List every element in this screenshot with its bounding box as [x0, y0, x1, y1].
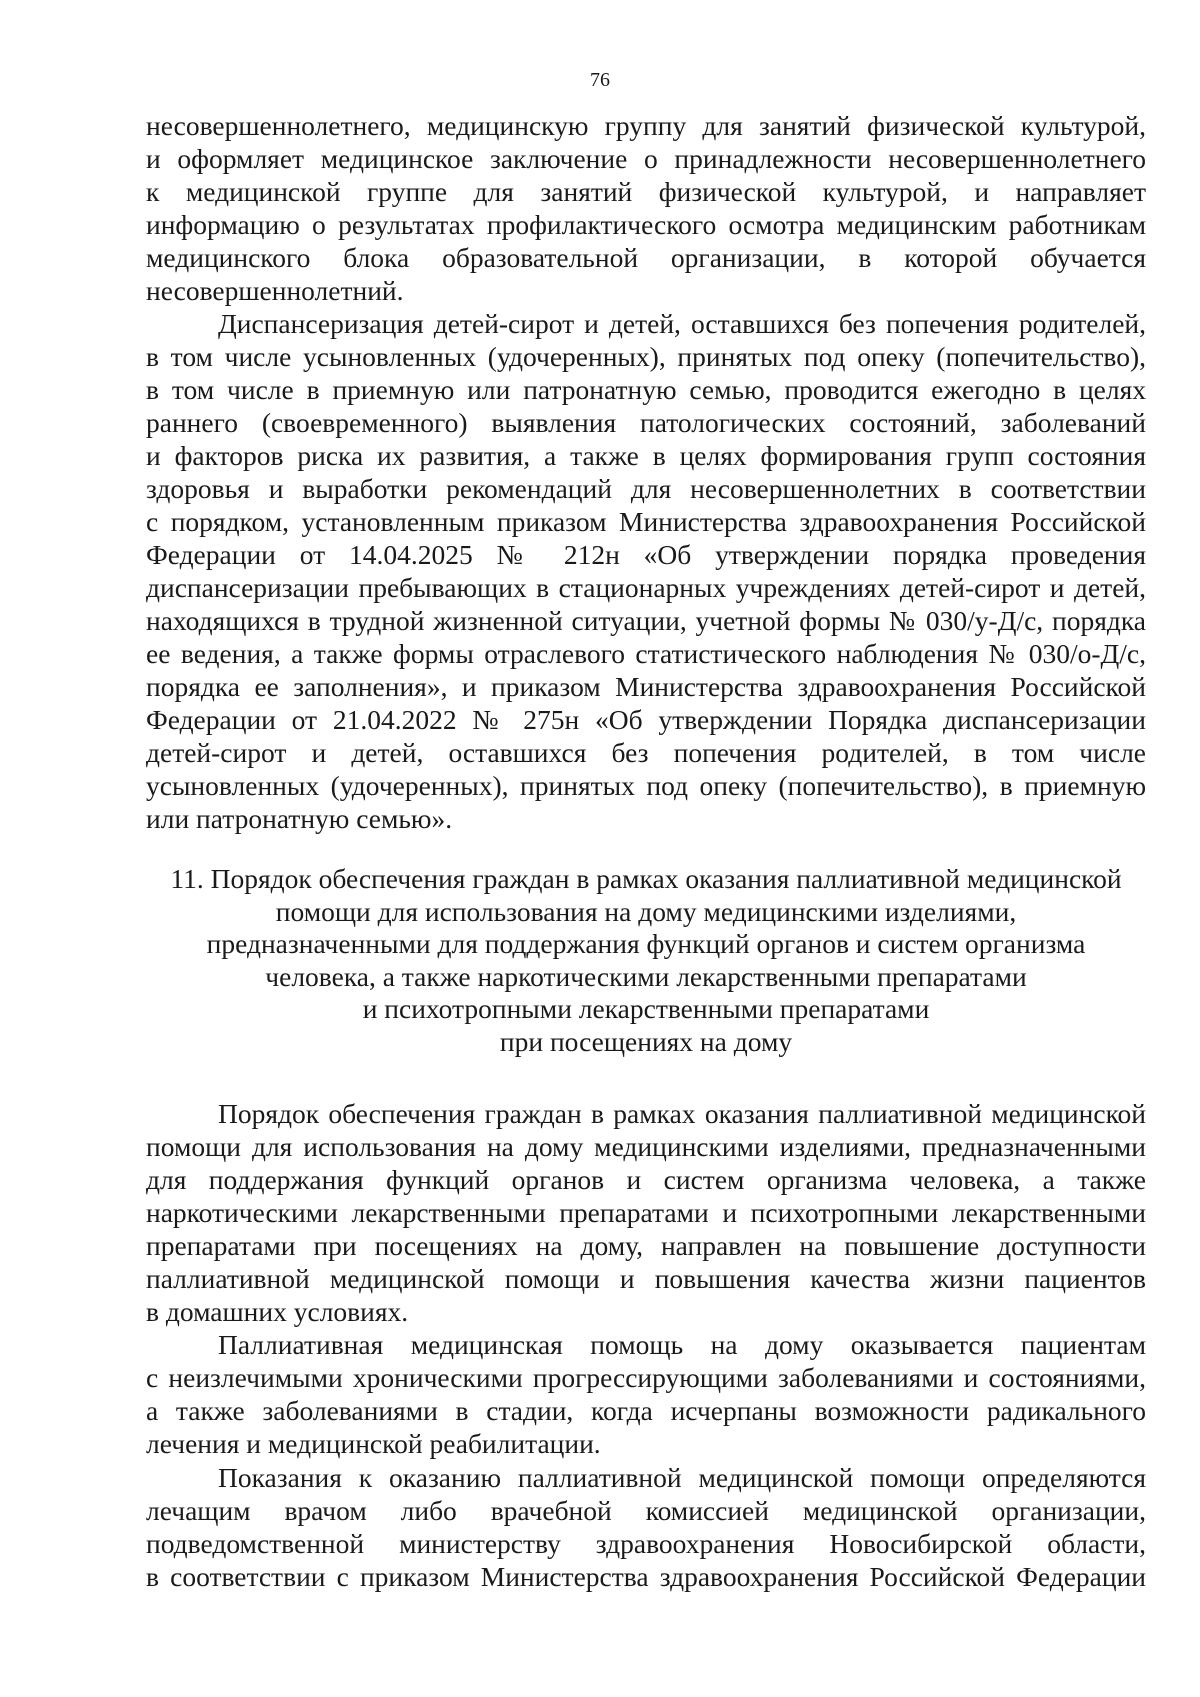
text-line: в том числе усыновленных (удочеренных), принятых под опеку (попечительство),: [146, 341, 1146, 372]
text-line: Порядок обеспечения граждан в рамках оказания паллиативной медицинской: [218, 1098, 1146, 1129]
paragraph-continuation: [146, 109, 1146, 307]
text-line: ее ведения, а также формы отраслевого статистического наблюдения № 030/о-Д/с,: [146, 638, 1146, 669]
text-line: Федерации от 14.04.2025 № 212н «Об утверждении порядка проведения: [146, 539, 1146, 570]
paragraph-palliative-care: [146, 1328, 1146, 1460]
text-line: Паллиативная медицинская помощь на дому оказывается пациентам: [218, 1329, 1146, 1360]
heading-line: при посещениях на дому: [499, 1025, 793, 1057]
text-line: в соответствии с приказом Министерства здравоохранения Российской Федерации: [146, 1561, 1146, 1592]
text-line: помощи для использования на дому медицинскими изделиями, предназначенными: [146, 1131, 1146, 1162]
text-line: с неизлечимыми хроническими прогрессирующими заболеваниями и состояниями,: [146, 1362, 1146, 1393]
text-line: несовершеннолетнего, медицинскую группу для занятий физической культурой,: [146, 110, 1146, 141]
text-line: наркотическими лекарственными препаратами и психотропными лекарственными: [146, 1197, 1146, 1228]
heading-line: помощи для использования на дому медицинскими изделиями,: [275, 895, 1017, 927]
text-line: детей-сирот и детей, оставшихся без попечения родителей, в том числе: [146, 737, 1146, 768]
text-line: подведомственной министерству здравоохранения Новосибирской области,: [146, 1528, 1146, 1559]
text-line: Показания к оказанию паллиативной медицинской помощи определяются: [218, 1462, 1146, 1493]
text-line: Федерации от 21.04.2022 № 275н «Об утверждении Порядка диспансеризации: [146, 704, 1146, 735]
text-line: паллиативной медицинской помощи и повышения качества жизни пациентов: [146, 1263, 1146, 1294]
text-line: лечащим врачом либо врачебной комиссией медицинской организации,: [146, 1495, 1146, 1526]
text-line: несовершеннолетний.: [146, 275, 404, 306]
text-line: находящихся в трудной жизненной ситуации, учетной формы № 030/у-Д/с, порядка: [146, 605, 1146, 636]
paragraph-dispensarization: [146, 307, 1146, 835]
text-line: диспансеризации пребывающих в стационарных учреждениях детей-сирот и детей,: [146, 572, 1146, 603]
text-line: лечения и медицинской реабилитации.: [146, 1428, 601, 1459]
text-line: в домашних условиях.: [146, 1296, 409, 1327]
heading-line: 11. Порядок обеспечения граждан в рамках оказания паллиативной медицинской: [170, 863, 1122, 894]
text-line: для поддержания функций органов и систем организма человека, а также: [146, 1164, 1146, 1195]
paragraph-indications: [146, 1461, 1146, 1593]
section-heading: [146, 863, 1146, 1058]
page-number: 76: [590, 69, 610, 91]
text-line: и оформляет медицинское заключение о принадлежности несовершеннолетнего: [146, 143, 1146, 174]
text-line: раннего (своевременного) выявления патологических состояний, заболеваний: [146, 407, 1146, 438]
text-line: а также заболеваниями в стадии, когда исчерпаны возможности радикального: [146, 1395, 1146, 1426]
text-line: к медицинской группе для занятий физической культурой, и направляет: [146, 176, 1146, 207]
text-line: Диспансеризация детей-сирот и детей, оставшихся без попечения родителей,: [218, 308, 1146, 339]
text-line: с порядком, установленным приказом Министерства здравоохранения Российской: [146, 506, 1146, 537]
text-line: или патронатную семью».: [146, 803, 453, 834]
text-line: и факторов риска их развития, а также в целях формирования групп состояния: [146, 440, 1146, 471]
text-line: информацию о результатах профилактического осмотра медицинским работникам: [146, 209, 1146, 240]
heading-line: предназначенными для поддержания функций органов и систем организма: [206, 928, 1086, 959]
text-line: порядка ее заполнения», и приказом Министерства здравоохранения Российской: [146, 671, 1146, 702]
heading-line: человека, а также наркотическими лекарственными препаратами: [265, 960, 1027, 992]
text-line: препаратами при посещениях на дому, направлен на повышение доступности: [146, 1230, 1146, 1261]
heading-line: и психотропными лекарственными препаратами: [362, 993, 930, 1024]
text-line: усыновленных (удочеренных), принятых под опеку (попечительство), в приемную: [146, 770, 1146, 801]
text-line: медицинского блока образовательной организации, в которой обучается: [146, 242, 1146, 273]
paragraph-procedure: [146, 1097, 1146, 1328]
text-line: здоровья и выработки рекомендаций для несовершеннолетних в соответствии: [146, 473, 1146, 504]
text-line: в том числе в приемную или патронатную семью, проводится ежегодно в целях: [146, 374, 1146, 405]
